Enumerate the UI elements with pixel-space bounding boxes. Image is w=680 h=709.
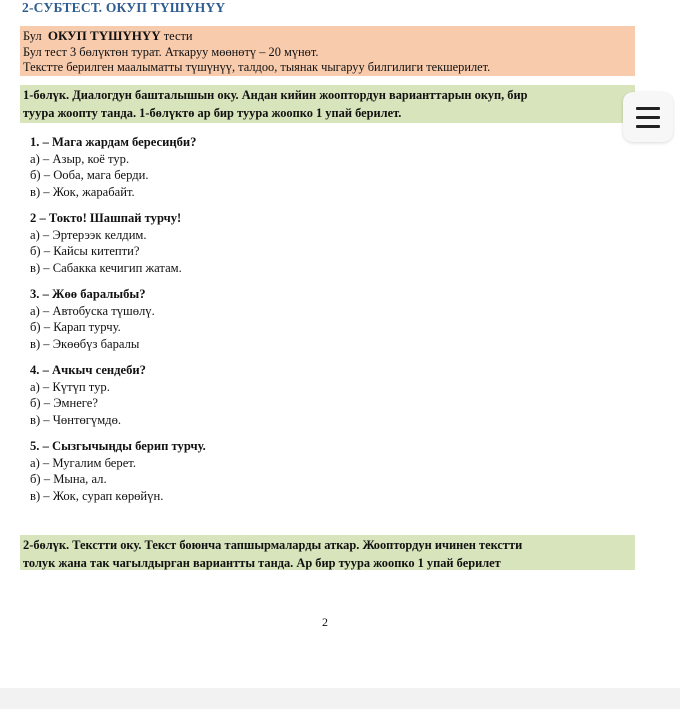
option-c: в) – Экөөбүз баралы bbox=[30, 336, 140, 351]
intro-line-2: Бул тест 3 бөлүктөн турат. Аткаруу мөөнөтү – 20 мүнөт. bbox=[23, 44, 319, 59]
intro-test-name: ОКУП ТҮШҮНҮҮ bbox=[47, 28, 161, 43]
intro-line-1: Бул ОКУП ТҮШҮНҮҮ тести bbox=[23, 28, 193, 43]
option-c: в) – Жок, сурап көрөйүн. bbox=[30, 488, 164, 503]
question-5: 5. – Сызгычыңды берип турчу. а) – Мугалим берет. б) – Мына, ал. в) – Жок, сурап көрөйүн. bbox=[30, 439, 206, 503]
test-intro-box bbox=[20, 26, 635, 76]
option-a: а) – Мугалим берет. bbox=[30, 455, 136, 470]
option-b: б) – Эмнеге? bbox=[30, 396, 98, 411]
option-a: а) – Азыр, коё тур. bbox=[30, 151, 130, 166]
option-b: б) – Мына, ал. bbox=[30, 472, 107, 487]
part1-instructions: 1-бөлүк. Диалогдун башталышын оку. Андан кийин жооптордун варианттарын окуп, бир туура жоопту танда. 1-бөлүктө ар бир туура жоопко 1 упай берилет. bbox=[20, 85, 635, 123]
page-number: 2 bbox=[322, 615, 328, 629]
option-b: б) – Карап турчу. bbox=[30, 320, 121, 335]
question-1: 1. – Мага жардам бересиңби? а) – Азыр, коё тур. б) – Ооба, мага берди. в) – Жок, жарабайт. bbox=[30, 135, 197, 199]
option-a: а) – Күтүп тур. bbox=[30, 379, 110, 394]
subtest-title: 2-СУБТЕСТ. ОКУП ТҮШҮНҮҮ bbox=[22, 0, 226, 15]
option-a: а) – Автобуска түшөлү. bbox=[30, 303, 155, 318]
bottom-bar bbox=[0, 688, 680, 709]
option-b: б) – Кайсы китепти? bbox=[30, 244, 140, 259]
part2-instructions: 2-бөлүк. Текстти оку. Текст боюнча тапшырмаларды аткар. Жооптордун ичинен текстти толук жана так чагылдырган вариантты танда. Ар бир туура жоопко 1 упай берилет bbox=[20, 535, 635, 570]
option-c: в) – Жок, жарабайт. bbox=[30, 184, 135, 199]
intro-line-3: Текстте берилген маалыматты түшүнүү, талдоо, тыянак чыгаруу билгилиги текшерилет. bbox=[23, 60, 491, 74]
question-3: 3. – Жөө баралыбы? а) – Автобуска түшөлү. б) – Карап турчу. в) – Экөөбүз баралы bbox=[30, 287, 155, 351]
option-b: б) – Ооба, мага берди. bbox=[30, 168, 149, 183]
hamburger-menu-icon[interactable] bbox=[623, 92, 673, 142]
question-2: 2 – Токто! Шашпай турчу! а) – Эртерээк келдим. б) – Кайсы китепти? в) – Сабакка кечигип жатам. bbox=[30, 211, 182, 275]
option-c: в) – Сабакка кечигип жатам. bbox=[30, 260, 182, 275]
option-a: а) – Эртерээк келдим. bbox=[30, 227, 147, 242]
option-c: в) – Чөнтөгүмдө. bbox=[30, 412, 122, 427]
question-4: 4. – Ачкыч сендеби? а) – Күтүп тур. б) – Эмнеге? в) – Чөнтөгүмдө. bbox=[30, 363, 146, 427]
